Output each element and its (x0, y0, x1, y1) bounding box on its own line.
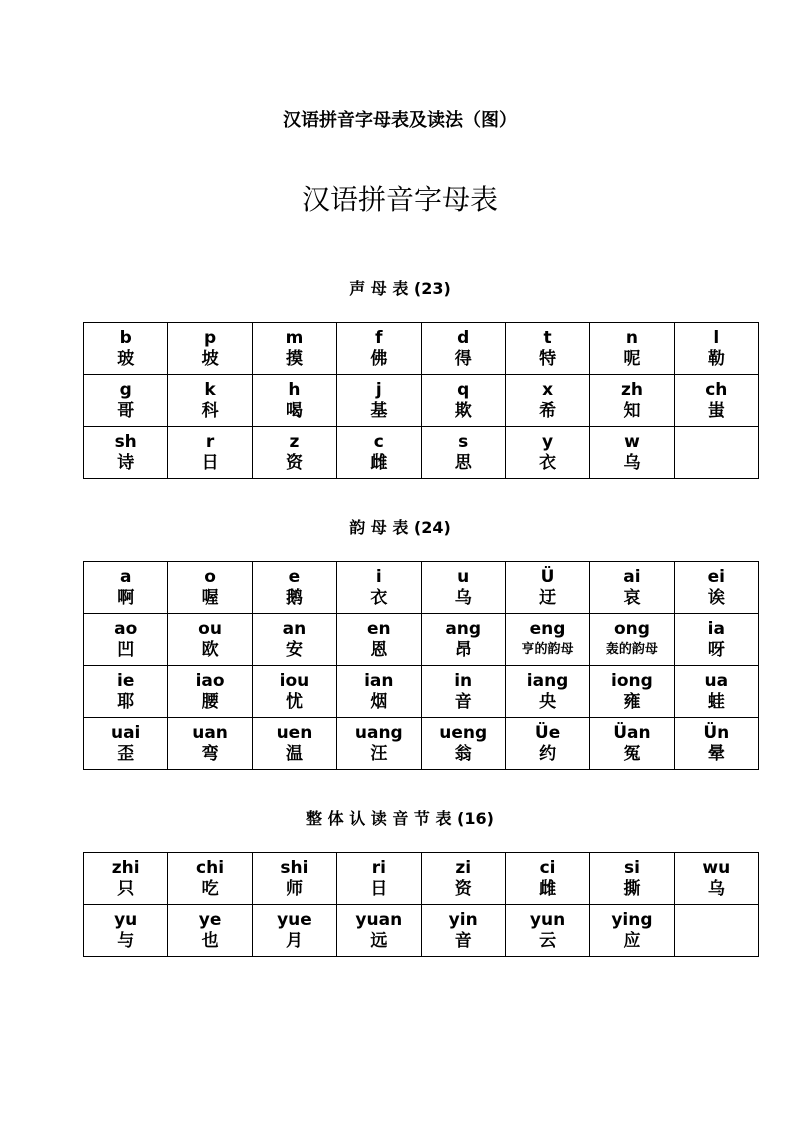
pinyin-text: uai (110, 723, 141, 743)
hanzi-example: 与 (117, 931, 135, 951)
pinyin-cell (421, 905, 505, 957)
pinyin-text: h (288, 380, 301, 400)
hanzi-example: 腰 (201, 692, 219, 712)
pinyin-text: iang (526, 671, 569, 691)
pinyin-text: yue (277, 910, 312, 930)
pinyin-text: yu (114, 910, 138, 930)
hanzi-example: 基 (370, 401, 388, 421)
pinyin-text: ia (707, 619, 725, 639)
pinyin-text: ri (371, 858, 386, 878)
table-row (84, 614, 759, 666)
pinyin-text: yin (448, 910, 478, 930)
pinyin-cell (421, 666, 505, 718)
hanzi-example: 希 (539, 401, 557, 421)
pinyin-text: zh (620, 380, 643, 400)
hanzi-example: 日 (370, 879, 388, 899)
hanzi-example: 轰的韵母 (605, 642, 658, 657)
pinyin-cell (337, 666, 421, 718)
hanzi-example: 弯 (201, 744, 219, 764)
hanzi-example: 欧 (201, 640, 219, 660)
syllables-table-title: 整 体 认 读 音 节 表 (16) (306, 809, 494, 828)
hanzi-example: 央 (539, 692, 557, 712)
pinyin-text: p (203, 328, 217, 348)
pinyin-text: g (119, 380, 132, 400)
hanzi-example: 撕 (623, 879, 641, 899)
hanzi-example: 资 (454, 879, 472, 899)
pinyin-text: uang (354, 723, 403, 743)
hanzi-example: 知 (623, 401, 641, 421)
pinyin-text: ei (707, 567, 725, 587)
hanzi-example: 勒 (707, 349, 725, 369)
pinyin-text: ou (198, 619, 222, 639)
initials-table (83, 322, 759, 479)
pinyin-text: yun (529, 910, 566, 930)
hanzi-example: 哀 (623, 588, 641, 608)
pinyin-cell (168, 427, 252, 479)
pinyin-text: uen (276, 723, 313, 743)
hanzi-example: 佛 (370, 349, 388, 369)
hanzi-example: 得 (454, 349, 472, 369)
pinyin-text: shi (280, 858, 309, 878)
pinyin-text: ian (364, 671, 394, 691)
pinyin-cell (505, 375, 589, 427)
pinyin-cell (84, 375, 168, 427)
pinyin-text: si (623, 858, 640, 878)
pinyin-text: ang (445, 619, 482, 639)
pinyin-text: d (457, 328, 470, 348)
hanzi-example: 吃 (201, 879, 219, 899)
pinyin-cell (337, 375, 421, 427)
pinyin-cell (590, 375, 674, 427)
hanzi-example: 烟 (370, 692, 388, 712)
hanzi-example: 歪 (117, 744, 135, 764)
pinyin-text: ye (198, 910, 222, 930)
hanzi-example: 恩 (370, 640, 388, 660)
hanzi-example: 雌 (539, 879, 557, 899)
pinyin-text: yuan (355, 910, 403, 930)
pinyin-cell (168, 905, 252, 957)
table-row (84, 562, 759, 614)
hanzi-example: 耶 (117, 692, 135, 712)
hanzi-example: 鹅 (285, 588, 303, 608)
pinyin-text: zhi (111, 858, 140, 878)
pinyin-cell (674, 718, 758, 770)
pinyin-text: z (289, 432, 300, 452)
pinyin-cell (505, 614, 589, 666)
pinyin-cell (168, 323, 252, 375)
pinyin-cell (590, 614, 674, 666)
hanzi-example: 欺 (454, 401, 472, 421)
pinyin-cell (252, 905, 336, 957)
pinyin-text: Ün (703, 723, 730, 743)
pinyin-cell (337, 562, 421, 614)
pinyin-cell (84, 666, 168, 718)
pinyin-text: f (375, 328, 383, 348)
pinyin-text: iou (279, 671, 310, 691)
pinyin-cell (505, 718, 589, 770)
pinyin-text: an (282, 619, 307, 639)
pinyin-text: sh (114, 432, 137, 452)
pinyin-cell (674, 853, 758, 905)
initials-table-title: 声 母 表 (23) (349, 279, 451, 298)
pinyin-text: o (204, 567, 216, 587)
pinyin-text: Üan (613, 723, 651, 743)
hanzi-example: 应 (623, 931, 641, 951)
pinyin-cell (84, 905, 168, 957)
pinyin-cell (337, 614, 421, 666)
pinyin-cell (421, 323, 505, 375)
pinyin-cell (252, 323, 336, 375)
pinyin-text: e (288, 567, 301, 587)
hanzi-example: 昂 (454, 640, 472, 660)
pinyin-text (675, 427, 758, 432)
hanzi-example: 呢 (623, 349, 641, 369)
hanzi-example: 坡 (201, 349, 219, 369)
pinyin-cell (674, 323, 758, 375)
hanzi-example: 乌 (623, 453, 641, 473)
table-row (84, 666, 759, 718)
hanzi-example: 晕 (707, 744, 725, 764)
pinyin-text: c (373, 432, 384, 452)
pinyin-text: wu (702, 858, 731, 878)
pinyin-cell (337, 323, 421, 375)
pinyin-text: en (366, 619, 391, 639)
pinyin-cell (84, 853, 168, 905)
pinyin-text: k (204, 380, 216, 400)
pinyin-text: u (457, 567, 470, 587)
pinyin-text: r (205, 432, 215, 452)
hanzi-example: 衣 (539, 453, 557, 473)
pinyin-cell (337, 853, 421, 905)
table-row (84, 905, 759, 957)
pinyin-cell (421, 562, 505, 614)
hanzi-example: 凹 (117, 640, 135, 660)
pinyin-text: m (285, 328, 304, 348)
pinyin-cell (84, 614, 168, 666)
hanzi-example: 乌 (454, 588, 472, 608)
hanzi-example: 摸 (285, 349, 303, 369)
hanzi-example: 喝 (285, 401, 303, 421)
hanzi-example: 资 (285, 453, 303, 473)
pinyin-text: ueng (439, 723, 488, 743)
pinyin-cell (168, 853, 252, 905)
pinyin-cell (84, 718, 168, 770)
hanzi-example: 师 (285, 879, 303, 899)
table-row (84, 323, 759, 375)
hanzi-example: 安 (285, 640, 303, 660)
pinyin-cell (168, 718, 252, 770)
pinyin-text: ie (117, 671, 135, 691)
pinyin-text: iong (611, 671, 653, 691)
pinyin-text: y (542, 432, 554, 452)
hanzi-example: 呀 (707, 640, 725, 660)
hanzi-example: 雌 (370, 453, 388, 473)
pinyin-text: ao (114, 619, 138, 639)
hanzi-example: 汪 (370, 744, 388, 764)
pinyin-cell (505, 853, 589, 905)
pinyin-cell (505, 562, 589, 614)
pinyin-cell (505, 666, 589, 718)
pinyin-text: iao (195, 671, 225, 691)
pinyin-text (675, 905, 758, 910)
hanzi-example: 诗 (117, 453, 135, 473)
pinyin-cell (505, 905, 589, 957)
pinyin-cell (590, 853, 674, 905)
pinyin-cell (337, 718, 421, 770)
pinyin-cell (674, 562, 758, 614)
table-row (84, 375, 759, 427)
pinyin-cell (84, 323, 168, 375)
pinyin-cell (674, 614, 758, 666)
pinyin-cell (168, 562, 252, 614)
pinyin-cell (252, 718, 336, 770)
pinyin-text: ai (623, 567, 641, 587)
hanzi-example: 也 (201, 931, 219, 951)
whole-syllables-table (83, 852, 759, 957)
pinyin-text: Üe (534, 723, 561, 743)
hanzi-example: 约 (539, 744, 557, 764)
hanzi-example: 蛙 (707, 692, 725, 712)
pinyin-text: b (119, 328, 132, 348)
pinyin-text: ci (539, 858, 556, 878)
table-row (84, 853, 759, 905)
pinyin-text: i (375, 567, 382, 587)
finals-table (83, 561, 759, 770)
pinyin-text: chi (196, 858, 225, 878)
pinyin-text: w (624, 432, 640, 452)
pinyin-cell (168, 614, 252, 666)
pinyin-text: uan (192, 723, 228, 743)
pinyin-text: zi (455, 858, 472, 878)
pinyin-cell (337, 427, 421, 479)
pinyin-cell (674, 905, 758, 957)
pinyin-text: in (454, 671, 473, 691)
pinyin-cell (421, 427, 505, 479)
pinyin-text: j (375, 380, 382, 400)
hanzi-example: 啊 (117, 588, 135, 608)
hanzi-example: 特 (539, 349, 557, 369)
pinyin-cell (168, 375, 252, 427)
pinyin-cell (252, 427, 336, 479)
pinyin-text: t (543, 328, 552, 348)
pinyin-cell (168, 666, 252, 718)
pinyin-cell (674, 427, 758, 479)
pinyin-cell (590, 323, 674, 375)
pinyin-text: x (542, 380, 554, 400)
pinyin-cell (421, 853, 505, 905)
hanzi-example: 忧 (285, 692, 303, 712)
pinyin-cell (505, 427, 589, 479)
pinyin-cell (590, 562, 674, 614)
pinyin-text: ong (613, 619, 650, 639)
pinyin-text: Ü (540, 567, 555, 587)
pinyin-text: ua (704, 671, 729, 691)
hanzi-example: 喔 (201, 588, 219, 608)
pinyin-cell (84, 427, 168, 479)
pinyin-cell (252, 614, 336, 666)
hanzi-example: 哥 (117, 401, 135, 421)
pinyin-cell (674, 375, 758, 427)
pinyin-cell (590, 905, 674, 957)
pinyin-cell (674, 666, 758, 718)
hanzi-example: 音 (454, 692, 472, 712)
hanzi-example: 诶 (707, 588, 725, 608)
pinyin-cell (84, 562, 168, 614)
hanzi-example: 思 (454, 453, 472, 473)
hanzi-example: 科 (201, 401, 219, 421)
pinyin-text: l (713, 328, 720, 348)
pinyin-cell (252, 562, 336, 614)
pinyin-text: n (625, 328, 638, 348)
hanzi-example: 衣 (370, 588, 388, 608)
hanzi-example: 冤 (623, 744, 641, 764)
pinyin-cell (252, 853, 336, 905)
hanzi-example: 温 (285, 744, 303, 764)
hanzi-example: 只 (117, 879, 135, 899)
pinyin-cell (421, 614, 505, 666)
hanzi-example: 日 (201, 453, 219, 473)
hanzi-example: 云 (539, 931, 557, 951)
pinyin-cell (590, 718, 674, 770)
hanzi-example: 迂 (539, 588, 557, 608)
pinyin-text: ying (611, 910, 653, 930)
pinyin-cell (337, 905, 421, 957)
hanzi-example: 远 (370, 931, 388, 951)
hanzi-example: 月 (285, 931, 303, 951)
pinyin-cell (421, 718, 505, 770)
hanzi-example: 音 (454, 931, 472, 951)
hanzi-example: 玻 (117, 349, 135, 369)
hanzi-example: 乌 (707, 879, 725, 899)
pinyin-cell (590, 666, 674, 718)
main-title: 汉语拼音字母表 (301, 183, 498, 216)
pinyin-cell (252, 375, 336, 427)
pinyin-cell (505, 323, 589, 375)
table-row (84, 427, 759, 479)
pinyin-cell (421, 375, 505, 427)
hanzi-example: 蚩 (707, 401, 725, 421)
pinyin-text: q (457, 380, 470, 400)
table-row (84, 718, 759, 770)
hanzi-example: 雍 (623, 692, 641, 712)
finals-table-title: 韵 母 表 (24) (349, 518, 451, 537)
pinyin-text: ch (705, 380, 728, 400)
pinyin-cell (252, 666, 336, 718)
pinyin-text: eng (529, 619, 566, 639)
hanzi-example: 翁 (454, 744, 472, 764)
pinyin-text: a (119, 567, 132, 587)
pinyin-cell (590, 427, 674, 479)
hanzi-example: 亨的韵母 (521, 642, 574, 657)
pinyin-text: s (458, 432, 469, 452)
document-title: 汉语拼音字母表及读法（图） (283, 110, 517, 131)
